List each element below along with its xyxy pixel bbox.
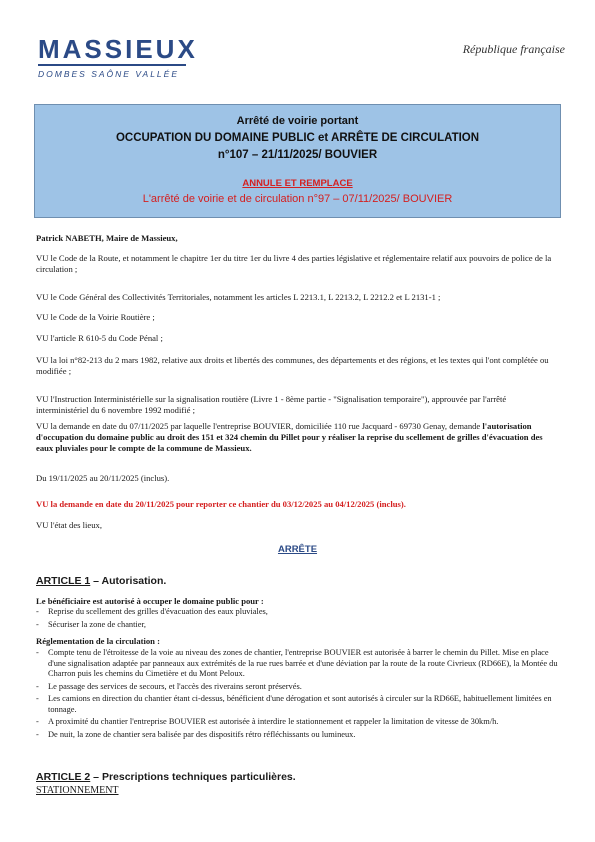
vu-code-voirie: VU le Code de la Voirie Routière ; <box>36 312 155 322</box>
dates-initiales: Du 19/11/2025 au 20/11/2025 (inclus). <box>36 473 170 483</box>
vu-instruction-signalisation: VU l'Instruction Interministérielle sur la signalisation routière (Livre 1 - 8ème partie - "Signalisation temporaire"), approuvée par l'arrêté interministériel du 6 novembre 1992 modifié ; <box>36 394 507 415</box>
vu-demande-autorisation: l'autorisation d'occupation du domaine public au droit des 151 et 324 chemin du Pillet pour y réaliser la reprise du scellement de grilles d'évacuation des eaux pluviales pour le compte de la commune de Massieux. <box>36 421 543 453</box>
vu-code-route: VU le Code de la Route, et notamment le chapitre 1er du titre 1er du livre 4 des parties législative et réglementaire relatif aux pouvoirs de police de la circulation ; <box>36 253 552 274</box>
list-item: - Compte tenu de l'étroitesse de la voie au niveau des zones de chantier, l'entreprise BOUVIER est autorisée à barrer le chemin du Pillet. Mise en place d'une signalisation adaptée par panneaux aux extrémités de la rue rues barrée et d'une déviation par la route de la route Civrieux (RD66E), la Montée du Charron puis les chemins du Cimetière et du Mont Peloux. <box>36 648 560 680</box>
title-banner <box>34 104 561 218</box>
banner-line-3: n°107 – 21/11/2025/ BOUVIER <box>217 149 378 161</box>
maire-line: Patrick NABETH, Maire de Massieux, <box>36 233 178 243</box>
replaced-arrete-reference: L'arrêté de voirie et de circulation n°97 – 07/11/2025/ BOUVIER <box>142 193 453 205</box>
reglementation-heading: Réglementation de la circulation : <box>36 636 160 646</box>
vu-code-penal: VU l'article R 610-5 du Code Pénal ; <box>36 333 163 343</box>
list-item: - A proximité du chantier l'entreprise BOUVIER est autorisée à interdire le stationnement et rappeler la limitation de vitesse de 30km/h. <box>36 717 560 728</box>
travaux-list <box>36 607 560 632</box>
logo-sub-text: DOMBES SAÔNE VALLÉE <box>38 69 179 79</box>
vu-loi-1982: VU la loi n°82-213 du 2 mars 1982, relative aux droits et libertés des communes, des départements et des régions, et les textes qui l'ont complétée ou modifiée ; <box>36 355 549 376</box>
vu-cgct: VU le Code Général des Collectivités Territoriales, notamment les articles L 2213.1, L 2213.2, L 2212.2 et L 2131-1 ; <box>36 292 441 302</box>
list-item: - Le passage des services de secours, et l'accès des riverains seront préservés. <box>36 682 560 693</box>
article-2-heading <box>36 771 296 783</box>
vu-demande-report: VU la demande en date du 20/11/2025 pour reporter ce chantier du 03/12/2025 au 04/12/2025 (inclus). <box>36 499 406 509</box>
article-1-heading <box>36 575 166 587</box>
list-item: - Reprise du scellement des grilles d'évacuation des eaux pluviales, <box>36 607 560 618</box>
arrete-heading: ARRÊTE <box>277 544 318 555</box>
circulation-rules-list <box>36 648 560 742</box>
stationnement-heading: STATIONNEMENT <box>36 785 119 796</box>
republique-francaise-mark: République française <box>462 42 565 56</box>
article-1-title: – Autorisation. <box>90 575 167 587</box>
vu-demande-intro: VU la demande en date du 07/11/2025 par laquelle l'entreprise BOUVIER, domiciliée 110 rue Jacquard - 69730 Genay, demande <box>36 421 483 431</box>
article-1-number: ARTICLE 1 <box>36 575 91 587</box>
vu-demande-initiale <box>36 421 560 454</box>
annule-remplace-label: ANNULE ET REMPLACE <box>242 178 353 189</box>
banner-line-1: Arrêté de voirie portant <box>236 115 359 127</box>
beneficiaire-line: Le bénéficiaire est autorisé à occuper le domaine public pour : <box>36 596 264 606</box>
logo-underline <box>38 64 186 66</box>
banner-line-2: OCCUPATION DU DOMAINE PUBLIC et ARRÊTE DE CIRCULATION <box>115 132 480 144</box>
list-item: - Sécuriser la zone de chantier, <box>36 620 560 631</box>
vu-etat-lieux: VU l'état des lieux, <box>36 520 102 530</box>
article-2-title: – Prescriptions techniques particulières. <box>90 771 296 783</box>
logo-main-text: MASSIEUX <box>38 34 198 64</box>
list-item: - De nuit, la zone de chantier sera balisée par des dispositifs rétro réfléchissants ou lumineux. <box>36 730 560 741</box>
article-2-number: ARTICLE 2 <box>36 771 91 783</box>
list-item: - Les camions en direction du chantier étant ci-dessus, bénéficient d'une dérogation et sont autorisés à circuler sur la RD66E, habituellement limitées en tonnage. <box>36 694 560 715</box>
